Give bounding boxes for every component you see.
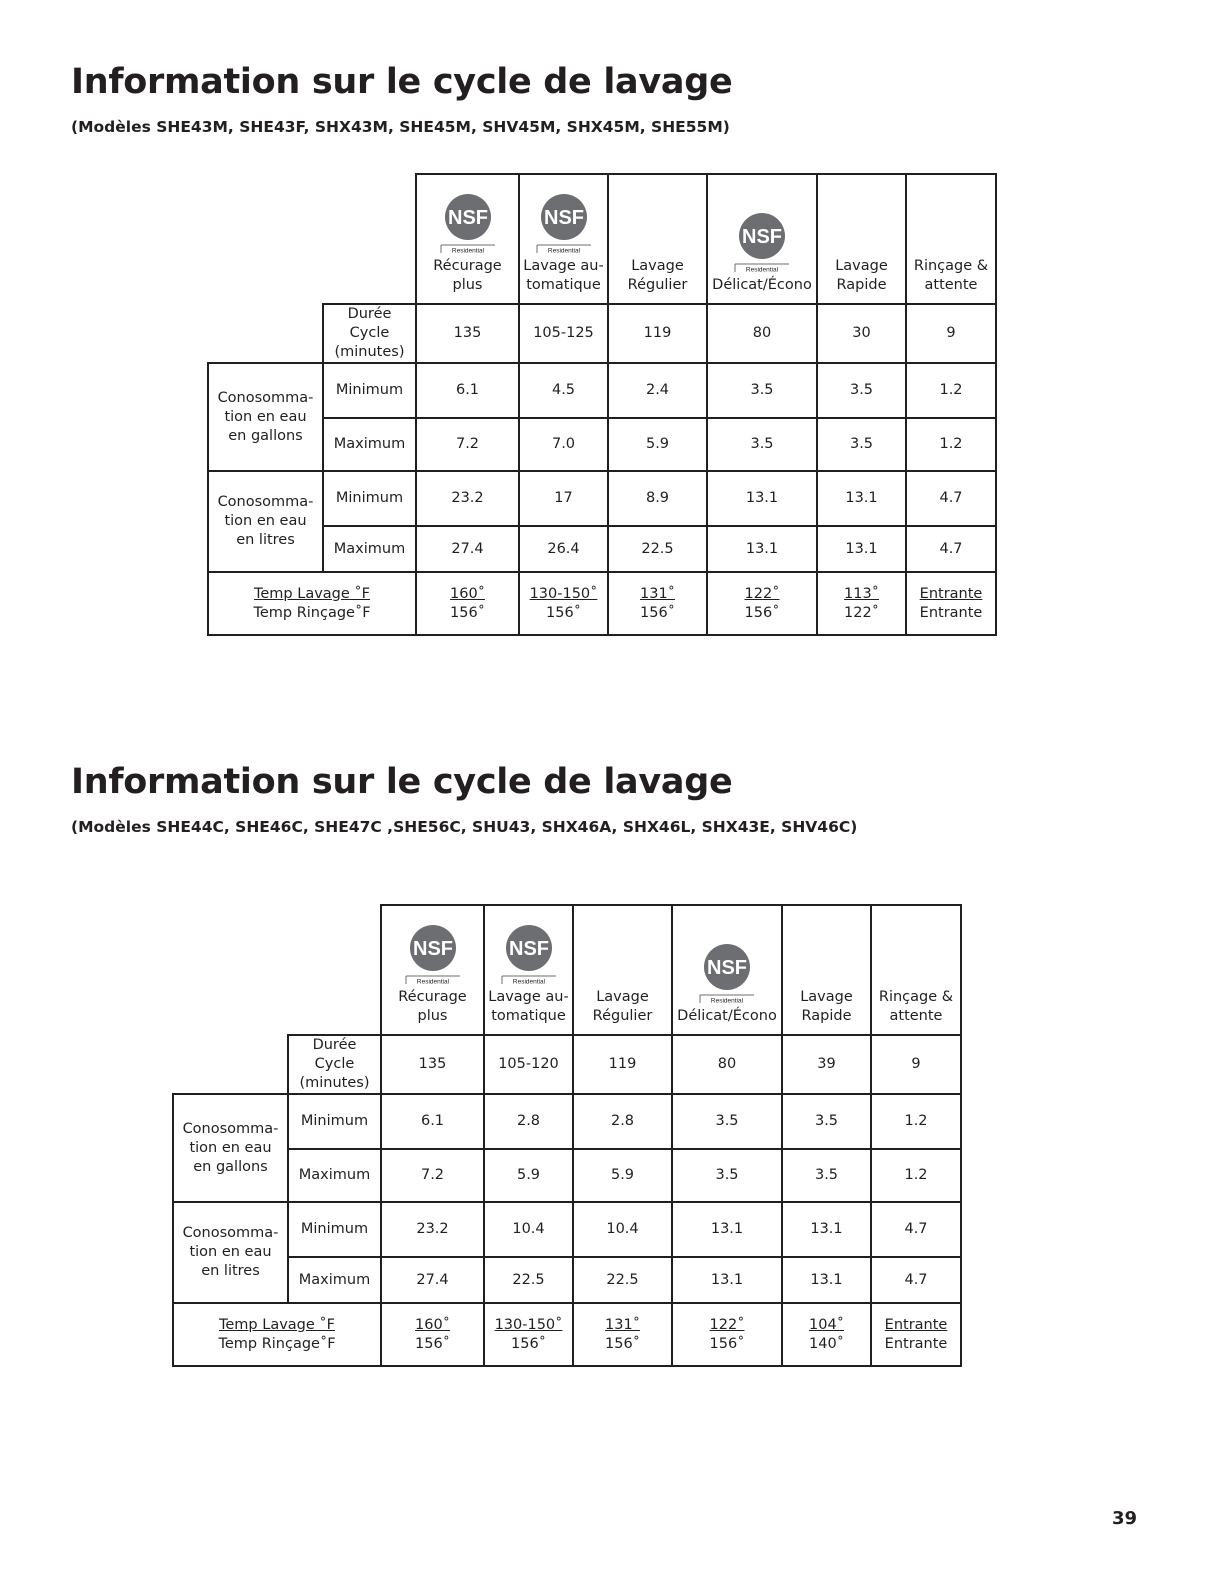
column-label-line2: tomatique [526,277,601,293]
table-cell: 22.5 [608,526,707,572]
group-label-line3: en litres [236,532,295,548]
column-label-line2: plus [417,1008,448,1024]
table-cell: 7.2 [416,418,519,471]
table-cell: 1.2 [871,1149,961,1202]
column-header [573,905,672,1035]
wash-cycle-table [172,904,962,1367]
empty-corner [208,174,416,304]
table-cell: 26.4 [519,526,608,572]
nsf-logo-label: Residential [416,978,449,986]
temp-wash-value: 130-150˚ [494,1316,563,1333]
table-cell: 3.5 [672,1149,782,1202]
table-cell: 2.8 [573,1094,672,1149]
nsf-residential-logo-icon [501,924,557,986]
nsf-logo-label: Residential [451,247,484,255]
temp-rinse-value: 156˚ [605,1335,640,1352]
nsf-logo-text: NSF [707,957,747,979]
temp-wash-value: Entrante [884,1316,948,1333]
section-title: Information sur le cycle de lavage [71,62,733,102]
table-cell [707,572,817,635]
temp-rinse-value: 156˚ [450,604,485,621]
group-label-line2: tion en eau [224,408,307,425]
temp-wash-value: 160˚ [415,1316,450,1333]
table-row [173,1035,961,1094]
table-cell: 7.2 [381,1149,484,1202]
table-row [173,1202,961,1257]
empty-cell [173,1035,288,1094]
temp-wash-value: 131˚ [640,585,675,602]
temp-rinse-value: 156˚ [744,604,780,621]
column-label-line1: Lavage [631,258,684,274]
row-label: Minimum [323,363,416,418]
table-cell [608,572,707,635]
table-row [173,1094,961,1149]
table-cell [672,1303,782,1366]
section-title: Information sur le cycle de lavage [71,762,733,802]
temp-wash-value: 104˚ [809,1316,844,1333]
column-label-line1: Rinçage & [878,989,954,1005]
temp-rinse-value: 156˚ [709,1335,745,1352]
column-header [672,905,782,1035]
table-row [208,526,996,572]
row-label: Minimum [323,471,416,526]
group-label-line3: en litres [201,1263,260,1279]
temp-wash-value: 113˚ [844,585,879,602]
group-label-line1: Conosomma- [217,494,314,510]
column-label-line2: Régulier [627,277,688,293]
row-label-line1: Durée Cycle [347,306,392,341]
table-cell [573,1303,672,1366]
row-label [323,304,416,363]
table-cell: 80 [707,304,817,363]
table-cell: 2.4 [608,363,707,418]
temp-wash-value: 131˚ [605,1316,640,1333]
table-cell: 135 [381,1035,484,1094]
table-cell: 13.1 [707,471,817,526]
table-cell: 2.8 [484,1094,573,1149]
column-label-line2: Rapide [801,1008,852,1024]
table-cell: 1.2 [906,418,996,471]
nsf-logo-label: Residential [547,247,580,255]
table-row [208,363,996,418]
row-label [173,1303,381,1366]
column-header [416,174,519,304]
temp-rinse-value: 140˚ [809,1335,844,1352]
temp-wash-value: Entrante [919,585,983,602]
table-cell: 10.4 [484,1202,573,1257]
table-cell: 119 [608,304,707,363]
table-cell: 22.5 [573,1257,672,1303]
table-cell: 30 [817,304,906,363]
column-header [519,174,608,304]
row-label: Minimum [288,1202,381,1257]
wash-cycle-table [207,173,997,636]
nsf-logo-text: NSF [543,207,584,229]
row-label [208,572,416,635]
models-subtitle: (Modèles SHE44C, SHE46C, SHE47C ,SHE56C, SHU43, SHX46A, SHX46L, SHX43E, SHV46C) [71,818,858,836]
column-header [906,174,996,304]
row-label-line1: Durée Cycle [312,1037,357,1072]
column-header [381,905,484,1035]
table-row [208,304,996,363]
table-row [208,471,996,526]
table-cell: 23.2 [416,471,519,526]
table-cell [871,1303,961,1366]
column-label-line2: attente [889,1008,943,1024]
table-cell: 3.5 [782,1094,871,1149]
row-label: Maximum [288,1257,381,1303]
row-label: Maximum [323,418,416,471]
table-cell [484,1303,573,1366]
temp-rinse-value: 156˚ [546,604,581,621]
group-label-line1: Conosomma- [182,1225,279,1241]
table-cell: 1.2 [871,1094,961,1149]
table-cell: 135 [416,304,519,363]
column-header [608,174,707,304]
empty-corner [173,905,381,1035]
row-label-line2: (minutes) [299,1075,370,1091]
column-header [484,905,573,1035]
temp-wash-label: Temp Lavage ˚F [253,585,370,602]
empty-cell [208,304,323,363]
table-cell [782,1303,871,1366]
group-label-line1: Conosomma- [182,1120,279,1137]
nsf-logo-label: Residential [710,997,744,1005]
table-cell: 4.5 [519,363,608,418]
table-cell: 10.4 [573,1202,672,1257]
nsf-logo-label: Residential [512,978,545,986]
table-cell: 6.1 [381,1094,484,1149]
table-cell: 39 [782,1035,871,1094]
column-label-line2: attente [924,277,978,293]
group-label-line2: tion en eau [189,1139,272,1156]
table-cell: 4.7 [906,526,996,572]
column-header [871,905,961,1035]
table-cell: 27.4 [416,526,519,572]
table-cell: 1.2 [906,363,996,418]
column-label-line1: Rinçage & [913,258,989,274]
column-label-line2: Régulier [592,1008,653,1024]
column-label-line1: Récurage [398,989,467,1005]
temp-rinse-value: Entrante [919,604,983,621]
table-cell: 80 [672,1035,782,1094]
table-cell: 5.9 [484,1149,573,1202]
row-label [288,1035,381,1094]
table-cell: 9 [906,304,996,363]
temp-wash-value: 130-150˚ [529,585,598,602]
table-cell: 4.7 [871,1202,961,1257]
temp-rinse-value: 156˚ [511,1335,546,1352]
column-label-line1: Délicat/Écono [677,1008,777,1024]
temp-rinse-label: Temp Rinçage˚F [253,604,371,621]
table-cell: 4.7 [871,1257,961,1303]
column-label-line2: plus [452,277,483,293]
table-cell: 3.5 [782,1149,871,1202]
nsf-residential-logo-icon [536,193,592,255]
temp-rinse-value: 156˚ [415,1335,450,1352]
table-cell: 105-125 [519,304,608,363]
nsf-logo-text: NSF [447,207,488,229]
group-label-line1: Conosomma- [217,389,314,406]
row-label: Maximum [288,1149,381,1202]
temp-wash-value: 122˚ [744,585,780,602]
column-label-line2: Rapide [836,277,887,293]
table-cell: 119 [573,1035,672,1094]
temp-wash-value: 160˚ [450,585,485,602]
column-header [707,174,817,304]
temp-rinse-value: 156˚ [640,604,675,621]
table-cell [906,572,996,635]
temp-rinse-value: 122˚ [844,604,879,621]
table-cell: 27.4 [381,1257,484,1303]
table-cell: 8.9 [608,471,707,526]
table-cell: 13.1 [817,526,906,572]
column-label-line2: tomatique [491,1008,566,1024]
group-label [173,1202,288,1303]
group-label [208,471,323,572]
table-cell: 13.1 [672,1257,782,1303]
nsf-logo-label: Residential [745,266,779,274]
table-row [173,1303,961,1366]
column-label-line1: Lavage [800,989,853,1005]
table-cell [519,572,608,635]
table-cell: 3.5 [817,363,906,418]
page-number: 39 [1112,1508,1138,1529]
nsf-residential-logo-icon [405,924,461,986]
temp-rinse-value: Entrante [884,1335,948,1352]
table-cell: 13.1 [782,1202,871,1257]
table-cell: 3.5 [817,418,906,471]
column-label-line1: Lavage [596,989,649,1005]
table-cell: 23.2 [381,1202,484,1257]
table-cell: 22.5 [484,1257,573,1303]
table-cell [416,572,519,635]
column-label-line1: Délicat/Écono [712,277,812,293]
header-row [173,905,961,1035]
group-label-line2: tion en eau [189,1244,272,1260]
models-subtitle: (Modèles SHE43M, SHE43F, SHX43M, SHE45M, SHV45M, SHX45M, SHE55M) [71,118,730,136]
group-label [208,363,323,471]
column-label-line1: Lavage au- [488,989,569,1005]
table-row [173,1257,961,1303]
table-cell: 4.7 [906,471,996,526]
table-cell: 3.5 [672,1094,782,1149]
header-row [208,174,996,304]
column-label-line1: Lavage [835,258,888,274]
table-cell [817,572,906,635]
table-row [208,418,996,471]
nsf-residential-logo-icon [699,943,755,1005]
table-cell: 17 [519,471,608,526]
temp-wash-value: 122˚ [709,1316,745,1333]
table-row [173,1149,961,1202]
table-cell: 13.1 [782,1257,871,1303]
row-label: Minimum [288,1094,381,1149]
table-cell: 3.5 [707,418,817,471]
table-cell: 5.9 [573,1149,672,1202]
row-label-line2: (minutes) [334,344,405,360]
table-cell: 9 [871,1035,961,1094]
table-cell: 105-120 [484,1035,573,1094]
table-cell: 13.1 [817,471,906,526]
column-label-line1: Lavage au- [523,258,604,274]
table-cell: 13.1 [707,526,817,572]
table-cell [381,1303,484,1366]
row-label: Maximum [323,526,416,572]
temp-rinse-label: Temp Rinçage˚F [218,1335,336,1352]
nsf-logo-text: NSF [508,938,549,960]
table-row [208,572,996,635]
table-cell: 6.1 [416,363,519,418]
table-cell: 13.1 [672,1202,782,1257]
group-label [173,1094,288,1202]
column-header [782,905,871,1035]
nsf-residential-logo-icon [734,212,790,274]
nsf-logo-text: NSF [412,938,453,960]
table-cell: 7.0 [519,418,608,471]
group-label-line3: en gallons [228,427,303,444]
table-cell: 3.5 [707,363,817,418]
group-label-line2: tion en eau [224,513,307,529]
column-label-line1: Récurage [433,258,502,274]
nsf-logo-text: NSF [742,226,782,248]
temp-wash-label: Temp Lavage ˚F [218,1316,335,1333]
table-cell: 5.9 [608,418,707,471]
group-label-line3: en gallons [193,1158,268,1175]
column-header [817,174,906,304]
nsf-residential-logo-icon [440,193,496,255]
